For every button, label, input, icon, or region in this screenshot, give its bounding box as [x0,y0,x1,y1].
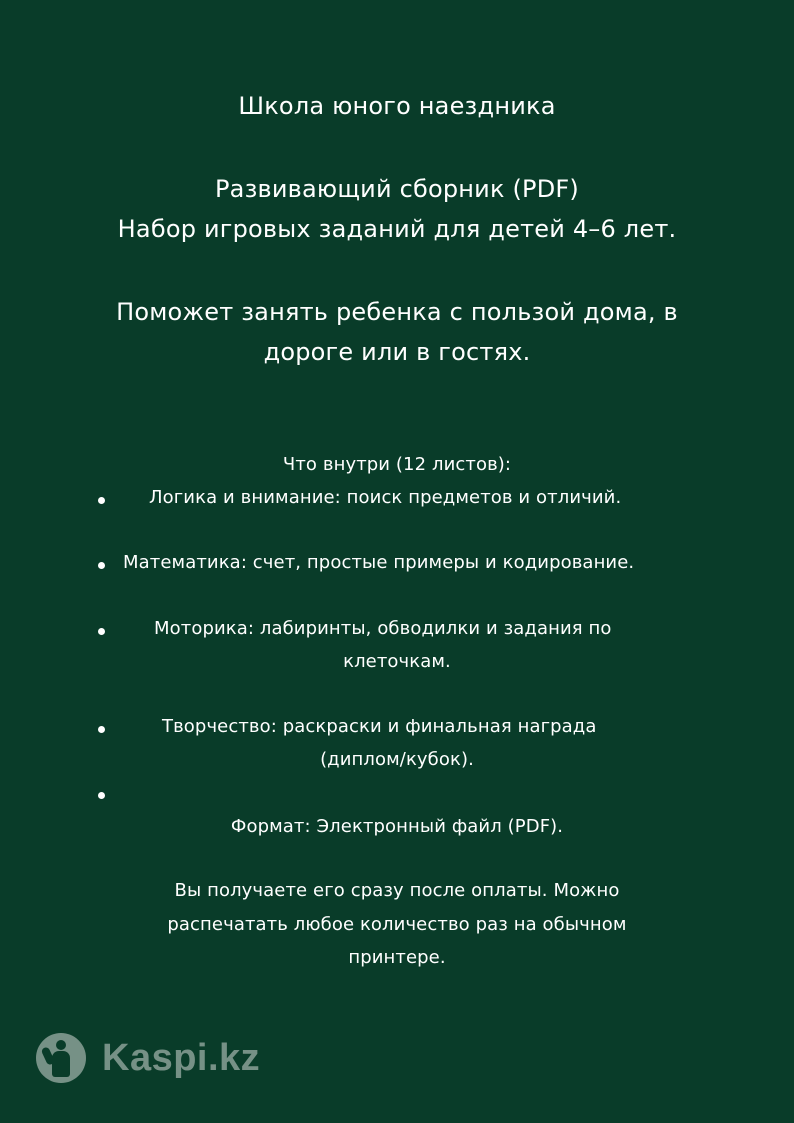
benefit-line-1: Поможет занять ребенка с пользой дома, в [116,298,678,326]
benefit-line-2: дороге или в гостях. [263,338,531,366]
bullet-icon [98,726,105,733]
bullet-icon [98,792,105,799]
title: Школа юного наездника [238,92,556,120]
subtitle-line-1: Развивающий сборник (PDF) [215,175,579,203]
kaspi-watermark [36,1030,260,1086]
contents-heading: Что внутри (12 листов): [282,454,512,475]
list-item-logic: Логика и внимание: поиск предметов и отличий. [149,487,622,508]
kaspi-logo-icon [36,1033,86,1083]
kaspi-watermark-text: Kaspi.kz [102,1036,261,1079]
bullet-icon [98,628,105,635]
subtitle-line-2: Набор игровых заданий для детей 4–6 лет. [117,215,677,243]
bullet-icon [98,497,105,504]
delivery-note-line-1: Вы получаете его сразу после оплаты. Можно [174,880,620,901]
list-item-motor-line-1: Моторика: лабиринты, обводилки и задания по [154,618,612,639]
bullet-icon [98,562,105,569]
list-item-creativity-line-1: Творчество: раскраски и финальная награда [162,716,597,737]
list-item-creativity-line-2: (диплом/кубок). [320,749,474,770]
format-text: Формат: Электронный файл (PDF). [230,816,564,837]
list-item-math: Математика: счет, простые примеры и кодирование. [123,552,635,573]
delivery-note-line-2: распечатать любое количество раз на обычном [167,914,627,935]
list-item-motor-line-2: клеточкам. [343,651,451,672]
delivery-note-line-3: принтере. [348,947,446,968]
